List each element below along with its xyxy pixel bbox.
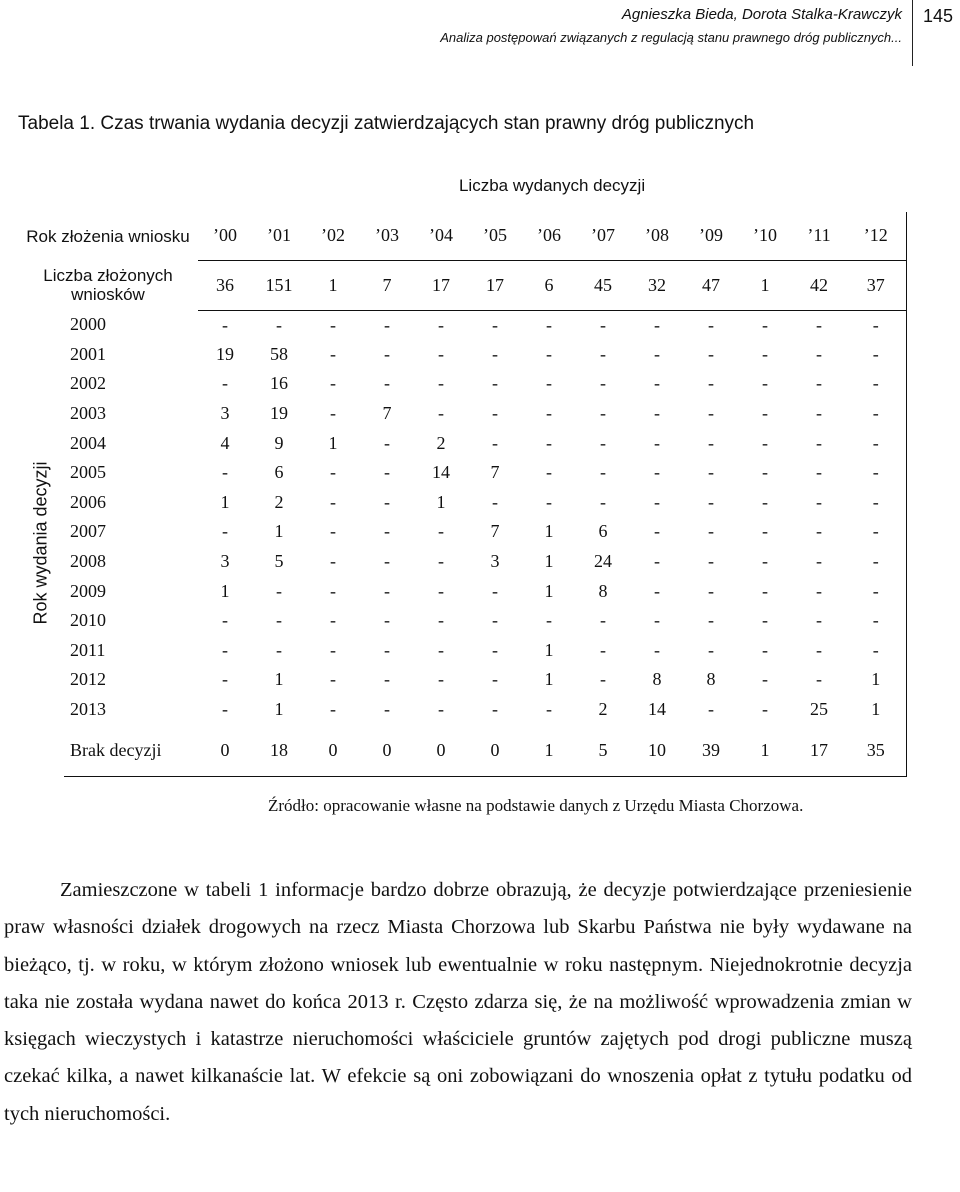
table-cell: 1 [274,699,284,720]
table-cell: - [654,639,660,660]
table-cell: - [816,491,822,512]
table-cell: - [546,610,552,631]
table-cell: - [600,432,606,453]
table-cell: - [222,610,228,631]
decision-year-side-header [18,310,64,776]
table-cell: - [654,343,660,364]
table-cell: - [846,428,906,458]
no-decision-cell: 0 [414,724,468,776]
table-cell: 1 [220,580,230,601]
table-cell: - [762,639,768,660]
no-decision-cell: 0 [360,724,414,776]
column-header-year: ’03 [360,212,414,260]
table-cell: - [384,669,390,690]
application-count-cell: 7 [360,260,414,310]
table-cell: - [654,491,660,512]
table-cell: - [222,314,228,335]
no-decision-cell: 0 [306,724,360,776]
column-header-year: ’07 [576,212,630,260]
table-cell: - [492,580,498,601]
table-cell: - [330,373,336,394]
table-cell: - [492,314,498,335]
column-header-year: ’12 [846,212,906,260]
table-cell: - [708,432,714,453]
table-cell: - [384,551,390,572]
table-cell: - [546,343,552,364]
table-cell: - [438,610,444,631]
decision-year-label: 2013 [70,699,106,720]
table-cell: 1 [544,669,554,690]
application-year-row [18,212,906,260]
table-cell: - [762,403,768,424]
table-cell: - [708,403,714,424]
table-row [18,340,906,370]
decision-year-side-label: Rok wydania decyzji [30,461,51,625]
column-header-year: ’09 [684,212,738,260]
table-cell: - [600,491,606,512]
table-cell: - [600,403,606,424]
table-cell: 1 [220,491,230,512]
no-decision-cell: 0 [468,724,522,776]
table-cell: - [384,610,390,631]
application-count-cell: 1 [738,260,792,310]
table-cell: 16 [270,373,288,394]
table-cell: - [816,551,822,572]
application-count-cell: 36 [198,260,252,310]
table-cell: 6 [598,521,608,542]
decision-year-label: 2010 [70,610,106,631]
table-cell: - [846,636,906,666]
table-cell: 1 [328,432,338,453]
table-cell: - [654,403,660,424]
table-cell: - [816,462,822,483]
table-cell: - [222,669,228,690]
table-cell: - [600,314,606,335]
table-cell: - [330,314,336,335]
table-cell: - [762,373,768,394]
application-count-cell: 17 [468,260,522,310]
table-row [18,369,906,399]
table-cell: - [438,669,444,690]
no-decision-cell: 17 [792,724,846,776]
table-cell: - [708,462,714,483]
decision-year-label: 2007 [70,521,106,542]
table-cell: - [492,403,498,424]
table-cell: - [816,639,822,660]
decision-year-label: 2003 [70,403,106,424]
table-cell: 19 [270,403,288,424]
column-header-year: ’10 [738,212,792,260]
table-row [18,547,906,577]
application-count-cell: 32 [630,260,684,310]
table-cell: - [222,639,228,660]
table-cell: - [708,639,714,660]
table-cell: - [492,699,498,720]
table-cell: - [846,606,906,636]
table-cell: - [492,432,498,453]
table-cell: - [492,669,498,690]
table-cell: - [762,610,768,631]
table-cell: - [762,669,768,690]
table-cell: - [816,432,822,453]
no-decision-label: Brak decyzji [64,724,198,776]
decision-year-label: 2012 [70,669,106,690]
table-cell: - [762,551,768,572]
table-cell: - [708,699,714,720]
table-cell: - [816,669,822,690]
table-cell: - [762,699,768,720]
table-cell: - [384,699,390,720]
table-cell: - [222,462,228,483]
table-cell: - [846,576,906,606]
application-year-label: Rok złożenia wniosku [26,226,190,246]
table-cell: - [384,314,390,335]
table-cell: 1 [846,665,906,695]
body-paragraph: Zamieszczone w tabeli 1 informacje bardzo dobrze obrazują, że decyzje potwierdzające przeniesienie praw własności działek drogowych na rzecz Miasta Chorzowa lub Skarbu Państwa nie były wydawane na bieżąco, tj. w roku, w którym złożono wniosek lub ewentualnie w roku następnym. Niejednokrotnie decyzja taka nie została wydana nawet do końca 2013 r. Często zdarza się, że na możliwość wprowadzenia zmian w księgach wieczystych i katastrze nieruchomości właściciele gruntów zajętych pod drogi publiczne muszą czekać kilka, a nawet kilkanaście lat. W efekcie są oni zobowiązani do wnoszenia opłat z tytułu podatku od tych nieruchomości. [4,879,912,1125]
table-cell: 8 [598,580,608,601]
table-cell: - [384,639,390,660]
table-cell: - [708,373,714,394]
no-decision-cell: 1 [738,724,792,776]
table-row [18,458,906,488]
table-cell: - [762,314,768,335]
table-cell: - [438,580,444,601]
table-cell: - [654,432,660,453]
table-cell: - [384,343,390,364]
table-cell: - [384,462,390,483]
table-row [18,606,906,636]
application-count-cell: 1 [306,260,360,310]
table-cell: - [708,580,714,601]
table-cell: - [600,373,606,394]
table-cell: - [492,610,498,631]
table-cell: 3 [220,403,230,424]
no-decision-cell: 18 [252,724,306,776]
table-cell: - [330,639,336,660]
table-cell: - [816,610,822,631]
table-cell: 1 [274,669,284,690]
table-cell: - [222,373,228,394]
table-cell: 7 [490,521,500,542]
decisions-table [18,160,907,777]
table-cell: - [546,403,552,424]
table-cell: 4 [220,432,230,453]
table-cell: 3 [490,551,500,572]
table-cell: 14 [432,462,450,483]
table-cell: - [846,547,906,577]
table-cell: - [546,699,552,720]
table-cell: - [438,403,444,424]
application-count-cell: 42 [792,260,846,310]
table-cell: - [846,369,906,399]
table-cell: - [438,551,444,572]
table-cell: 2 [274,491,284,512]
table-cell: - [762,580,768,601]
table-cell: - [816,521,822,542]
table-cell: - [276,610,282,631]
table-cell: 58 [270,343,288,364]
column-header-year: ’11 [792,212,846,260]
table-cell: 8 [652,669,662,690]
table-cell: - [846,310,906,340]
application-count-row [18,260,906,310]
decision-year-label: 2011 [70,639,106,660]
table-cell: - [330,462,336,483]
no-decision-cell: 5 [576,724,630,776]
table-cell: 1 [544,580,554,601]
table-cell: 2 [436,432,446,453]
table-cell: 19 [216,343,234,364]
table-row [18,695,906,725]
table-cell: - [816,373,822,394]
table-cell: - [546,491,552,512]
page-number: 145 [922,6,954,26]
table-cell: 1 [544,521,554,542]
column-group-header: Liczba wydanych decyzji [458,176,646,195]
column-header-year: ’08 [630,212,684,260]
table-cell: - [330,699,336,720]
table-cell: - [222,699,228,720]
table-cell: - [654,462,660,483]
running-head-title: Analiza postępowań związanych z regulacją stanu prawnego dróg publicznych... [440,30,902,45]
table-cell: - [384,432,390,453]
table-cell: - [546,462,552,483]
column-header-year: ’02 [306,212,360,260]
table-row [18,636,906,666]
table-cell: - [276,580,282,601]
decision-year-label: 2009 [70,580,106,601]
application-count-cell: 37 [846,260,906,310]
table-cell: - [330,491,336,512]
no-decision-cell: 35 [846,724,906,776]
table-cell: - [438,343,444,364]
table-cell: - [600,610,606,631]
no-decision-cell: 0 [198,724,252,776]
table-cell: - [816,580,822,601]
table-row [18,428,906,458]
table-cell: - [816,343,822,364]
table-cell: - [654,373,660,394]
table-row [18,399,906,429]
table-cell: - [600,639,606,660]
running-head-authors: Agnieszka Bieda, Dorota Stalka-Krawczyk [621,6,902,23]
table-cell: - [846,340,906,370]
table-cell: - [816,314,822,335]
table-cell: - [384,580,390,601]
table-cell: - [222,521,228,542]
table-cell: 1 [544,551,554,572]
table-cell: - [708,314,714,335]
table-row [18,310,906,340]
table-cell: - [762,521,768,542]
table-row [18,517,906,547]
table-cell: - [846,488,906,518]
table-cell: - [384,521,390,542]
table-caption: Tabela 1. Czas trwania wydania decyzji zatwierdzających stan prawny dróg publicznych [18,113,755,134]
table-cell: 3 [220,551,230,572]
decision-year-label: 2006 [70,491,106,512]
table-cell: - [654,521,660,542]
table-row [18,665,906,695]
table-cell: - [846,458,906,488]
table-cell: - [438,373,444,394]
table-cell: 24 [594,551,612,572]
table-cell: - [438,639,444,660]
table-cell: - [492,491,498,512]
table-row [18,488,906,518]
table-cell: - [492,373,498,394]
decision-year-label: 2002 [70,373,106,394]
table-cell: - [276,639,282,660]
decision-year-label: 2000 [70,314,106,335]
table-cell: - [330,580,336,601]
table-cell: - [708,551,714,572]
table-cell: - [708,521,714,542]
column-header-year: ’00 [198,212,252,260]
no-decision-cell: 10 [630,724,684,776]
table-source-note: Źródło: opracowanie własne na podstawie danych z Urzędu Miasta Chorzowa. [268,796,804,815]
table-cell: - [384,491,390,512]
decision-year-label: 2005 [70,462,106,483]
table-cell: - [654,314,660,335]
no-decision-cell: 1 [522,724,576,776]
table-cell: 1 [544,639,554,660]
table-cell: 1 [846,695,906,725]
table-cell: - [816,403,822,424]
no-decision-row [18,724,906,776]
decision-year-label: 2008 [70,551,106,572]
table-cell: - [846,517,906,547]
table-cell: - [654,551,660,572]
table-cell: 9 [274,432,284,453]
running-head-divider [912,0,913,66]
table-cell: 6 [274,462,284,483]
table-cell: - [600,343,606,364]
column-header-year: ’04 [414,212,468,260]
table-cell: - [438,314,444,335]
table-cell: - [600,462,606,483]
table-cell: - [330,521,336,542]
table-cell: - [330,551,336,572]
table-cell: 8 [706,669,716,690]
table-cell: 25 [810,699,828,720]
table-cell: - [330,403,336,424]
no-decision-cell: 39 [684,724,738,776]
decision-year-label: 2001 [70,343,106,364]
table-cell: 1 [436,491,446,512]
table-cell: - [330,669,336,690]
table-cell: - [546,432,552,453]
running-head [0,0,960,70]
column-header-year: ’06 [522,212,576,260]
table-cell: - [762,462,768,483]
table-cell: - [846,399,906,429]
table-row [18,576,906,606]
table-cell: - [492,639,498,660]
application-count-cell: 6 [522,260,576,310]
table-cell: - [654,610,660,631]
table-cell: - [330,610,336,631]
table-header-row [18,160,906,212]
application-count-label: Liczba złożonych wniosków [43,266,173,304]
table-cell: 2 [598,699,608,720]
table-cell: - [438,521,444,542]
table-cell: - [600,669,606,690]
table-cell: - [384,373,390,394]
application-count-cell: 151 [252,260,306,310]
table-cell: - [762,432,768,453]
application-count-cell: 17 [414,260,468,310]
table-cell: - [762,491,768,512]
table-cell: 14 [648,699,666,720]
table-cell: 1 [274,521,284,542]
table-cell: 7 [382,403,392,424]
decision-year-label: 2004 [70,432,106,453]
table-cell: - [708,491,714,512]
table-cell: - [276,314,282,335]
column-header-year: ’01 [252,212,306,260]
table-cell: - [654,580,660,601]
column-header-year: ’05 [468,212,522,260]
application-count-cell: 45 [576,260,630,310]
table-cell: - [492,343,498,364]
table-cell: - [708,610,714,631]
table-cell: - [330,343,336,364]
table-cell: - [438,699,444,720]
table-cell: 7 [490,462,500,483]
table-cell: - [708,343,714,364]
table-cell: - [546,314,552,335]
table-cell: - [546,373,552,394]
table-cell: - [762,343,768,364]
application-count-cell: 47 [684,260,738,310]
table-cell: 5 [274,551,284,572]
